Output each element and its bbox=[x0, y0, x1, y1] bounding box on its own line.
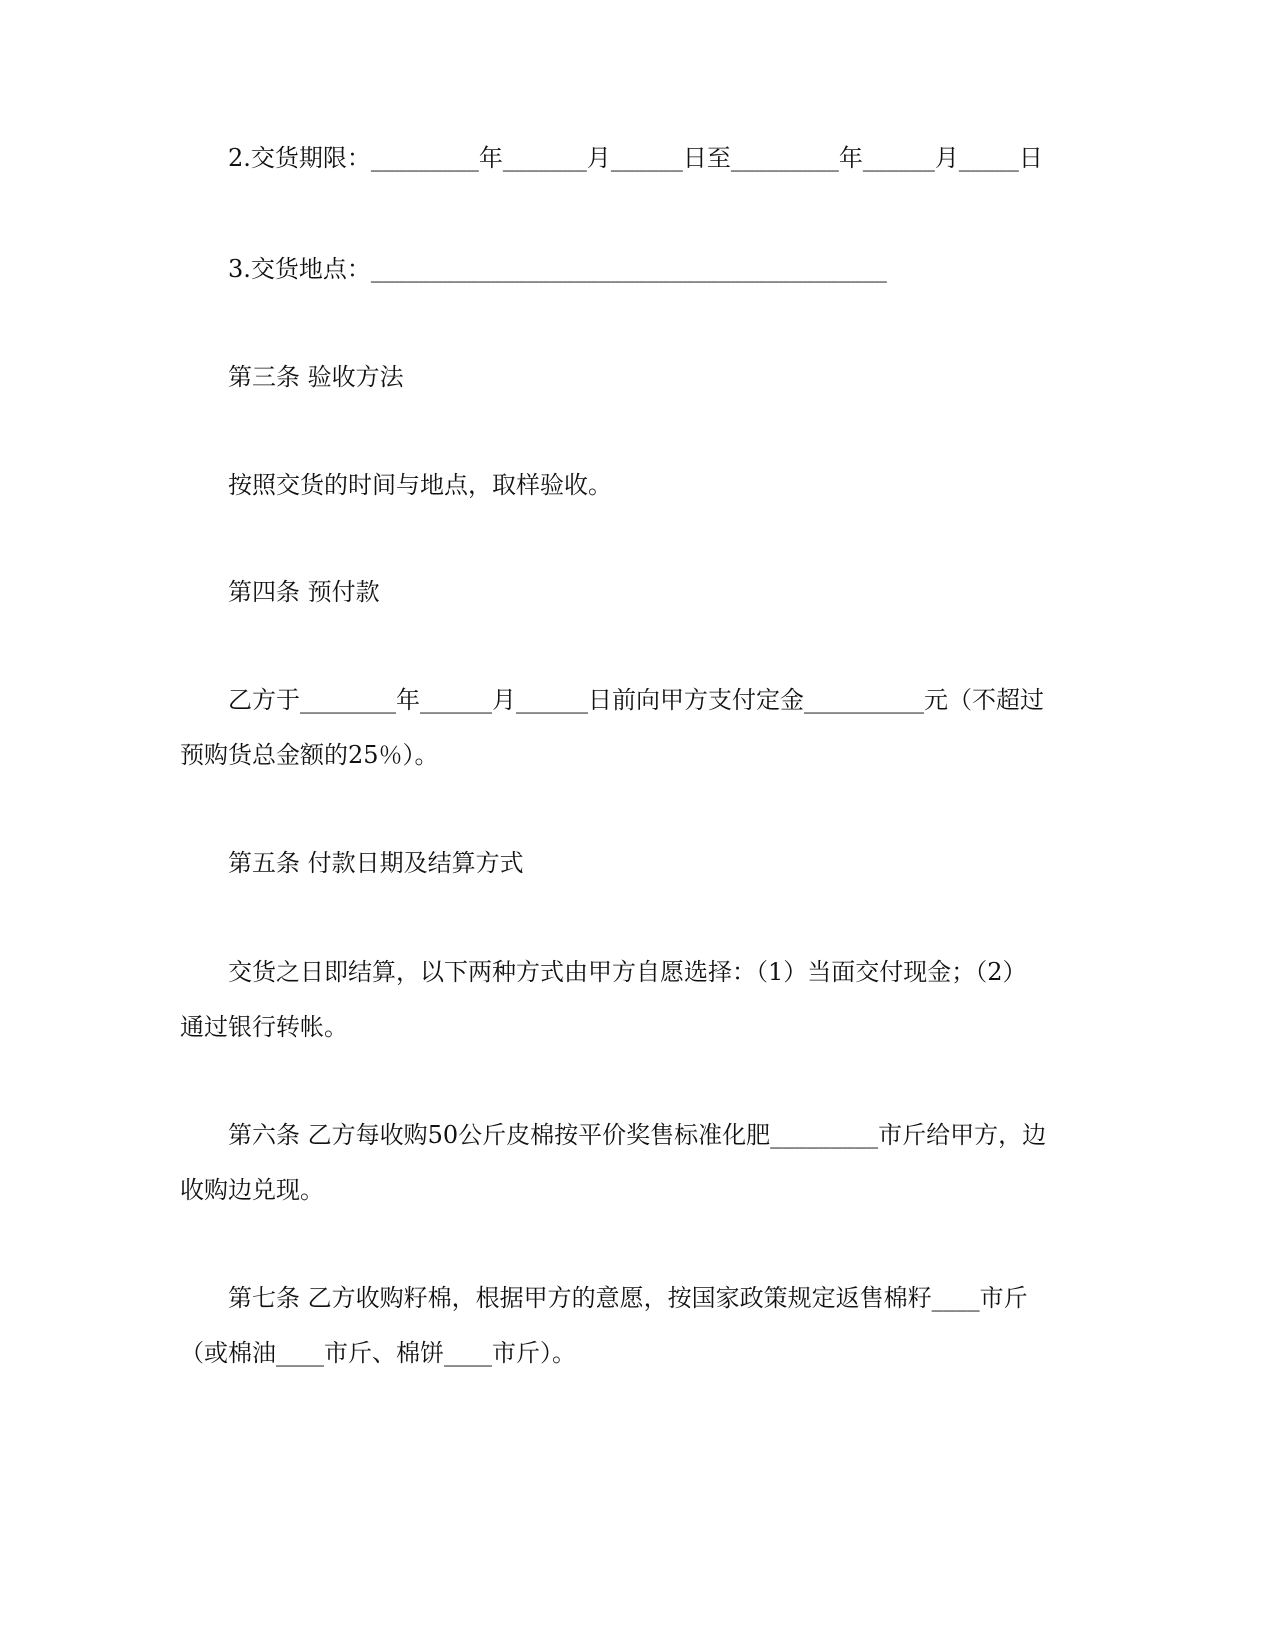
delivery-place-line: 3.交货地点：___________________________________________ bbox=[228, 255, 887, 283]
article-4-body-line-2: 预购货总金额的25％）。 bbox=[180, 741, 439, 769]
article-5-body-line-2: 通过银行转帐。 bbox=[180, 1013, 348, 1041]
article-5-heading: 第五条 付款日期及结算方式 bbox=[228, 849, 524, 877]
article-4-heading: 第四条 预付款 bbox=[228, 578, 380, 606]
article-7-body-line-1: 第七条 乙方收购籽棉，根据甲方的意愿，按国家政策规定返售棉籽____市斤 bbox=[228, 1284, 1028, 1312]
article-7-body-line-2: （或棉油____市斤、棉饼____市斤）。 bbox=[180, 1339, 576, 1367]
article-3-heading: 第三条 验收方法 bbox=[228, 363, 404, 391]
article-6-body-line-1: 第六条 乙方每收购50公斤皮棉按平价奖售标准化肥_________市斤给甲方，边 bbox=[228, 1121, 1047, 1149]
article-3-body: 按照交货的时间与地点，取样验收。 bbox=[228, 471, 612, 499]
article-5-body-line-1: 交货之日即结算，以下两种方式由甲方自愿选择：（1）当面交付现金；（2） bbox=[228, 958, 1027, 986]
article-6-body-line-2: 收购边兑现。 bbox=[180, 1176, 324, 1204]
article-4-body-line-1: 乙方于________年______月______日前向甲方支付定金__________元（不超过 bbox=[228, 686, 1044, 714]
delivery-period-line: 2.交货期限：_________年_______月______日至_________年______月_____日 bbox=[228, 144, 1043, 172]
